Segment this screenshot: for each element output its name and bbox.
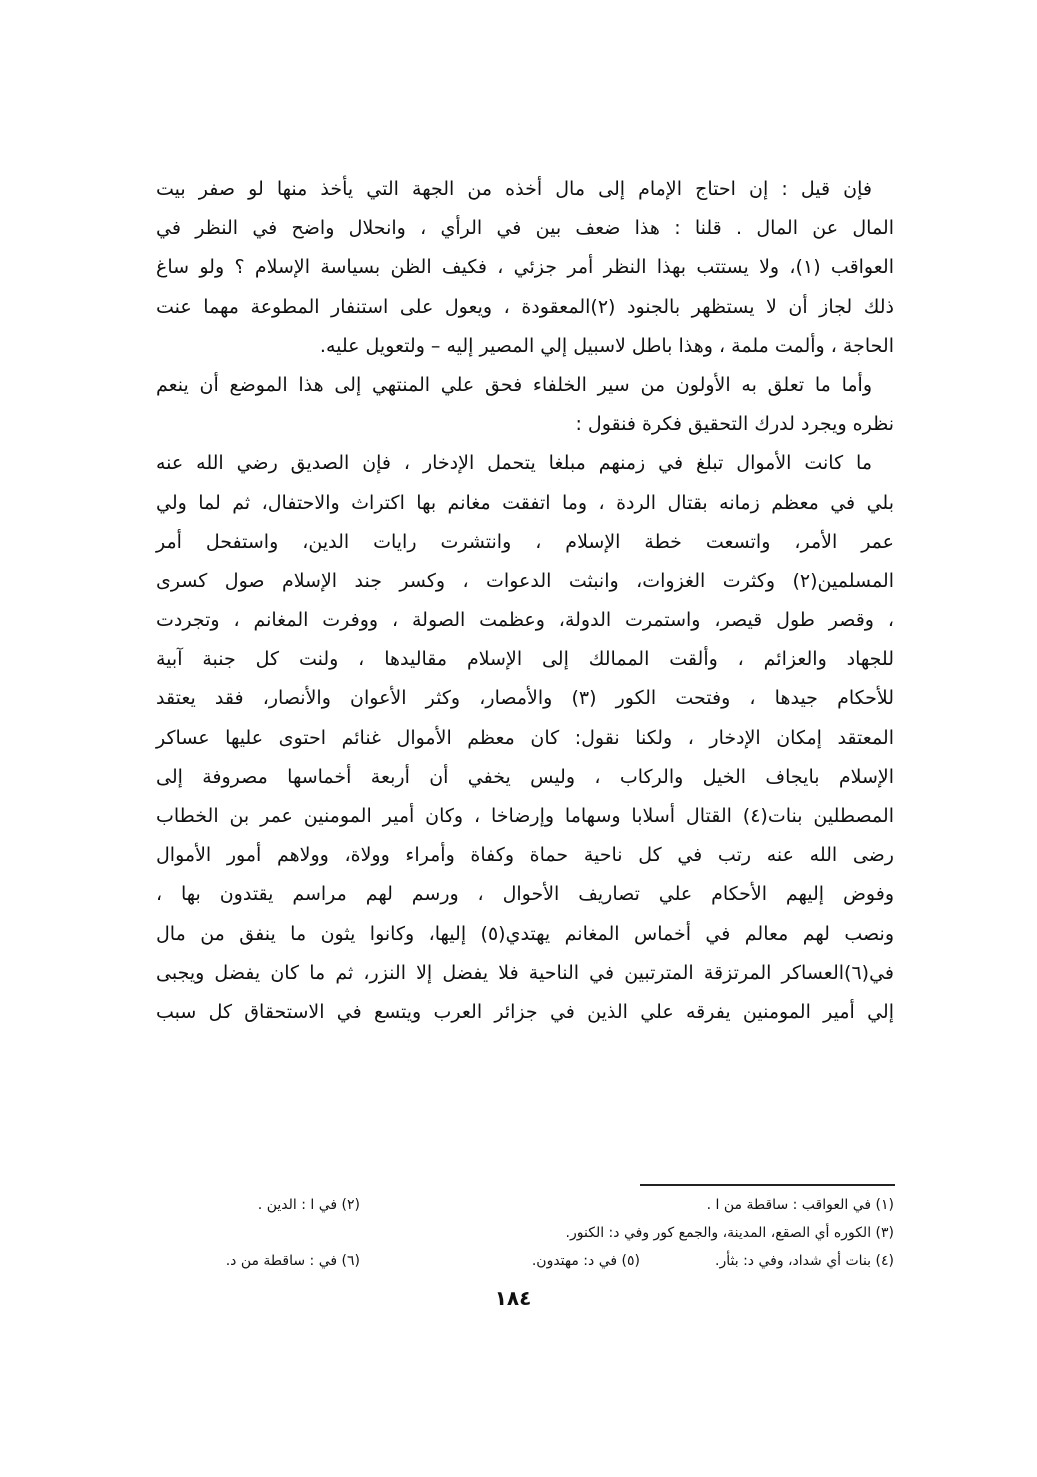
text-line: المعتقد إمكان الإدخار ، ولكنا نقول: كان معظم الأموال غنائم احتوى عليها عساكر bbox=[156, 726, 894, 749]
text-line: للجهاد والعزائم ، وألقت الممالك إلى الإسلام مقاليدها ، ولنت كل جنبة آبية bbox=[156, 648, 894, 671]
text-line: للأحكام جيدها ، وفتحت الكور (٣) والأمصار، وكثر الأعوان والأنصار، فقد يعتقد bbox=[156, 687, 894, 710]
footnote-3: (٣) الكوره أي الصقع، المدينة، والجمع كور وفي د: الكنور. bbox=[565, 1225, 894, 1241]
footnote-2: (٢) في ا : الدين . bbox=[257, 1197, 360, 1213]
text-line: ، وقصر طول قيصر، واستمرت الدولة، وعظمت الصولة ، ووفرت المغانم ، وتجردت bbox=[156, 609, 894, 632]
text-line: ما كانت الأموال تبلغ في زمنهم مبلغا يتحمل الإدخار ، فإن الصديق رضي الله عنه bbox=[156, 452, 872, 475]
text-line: المال عن المال . قلنا : هذا ضعف بين في الرأي ، وانحلال واضح في النظر في bbox=[156, 217, 894, 240]
text-line: العواقب (١)، ولا يستتب بهذا النظر أمر جزئي ، فكيف الظن بسياسة الإسلام ؟ ولو ساغ bbox=[156, 256, 894, 279]
text-line: ونصب لهم معالم في أخماس المغانم يهتدي(٥) إليها، وكانوا يثون ما ينفق من مال bbox=[156, 922, 894, 945]
text-line: ذلك لجاز أن لا يستظهر بالجنود (٢)المعقودة ، ويعول على استنفار المطوعة مهما عنت bbox=[156, 295, 895, 318]
body-text bbox=[156, 170, 894, 1032]
text-line: وفوض إليهم الأحكام علي تصاريف الأحوال ، ورسم لهم مراسم يقتدون بها ، bbox=[156, 883, 894, 906]
footnote-separator bbox=[640, 1184, 895, 1186]
footnote-1: (١) في العواقب : ساقطة من ا . bbox=[706, 1197, 894, 1213]
text-line: في(٦)العساكر المرتزقة المترتبين في الناحية فلا يفضل إلا النزر، ثم ما كان يفضل ويجبى bbox=[156, 961, 894, 984]
footnote-4: (٤) بنات أي شداد، وفي د: بثأر. bbox=[715, 1253, 894, 1269]
text-line: وأما ما تعلق به الأولون من سير الخلفاء فحق علي المنتهي إلى هذا الموضع أن ينعم bbox=[156, 373, 872, 396]
text-line: إلي أمير المومنين يفرقه علي الذين في جزائر العرب ويتسع في الاستحقاق كل سبب bbox=[156, 1000, 894, 1023]
footnote-6: (٦) في : ساقطة من د. bbox=[225, 1253, 360, 1269]
text-line: بلي في معظم زمانه بقتال الردة ، وما اتفقت مغانم بها اكتراث والاحتفال، ثم لما ولي bbox=[156, 491, 894, 514]
footnote-5: (٥) في د: مهتدون. bbox=[531, 1253, 640, 1269]
text-line: الإسلام بايجاف الخيل والركاب ، وليس يخفي أن أربعة أخماسها مصروفة إلى bbox=[156, 765, 894, 788]
text-line: رضى الله عنه رتب في كل ناحية حماة وكفاة وأمراء وولاة، وولاهم أمور الأموال bbox=[156, 844, 894, 867]
text-line: نظره ويجرد لدرك التحقيق فكرة فنقول : bbox=[575, 413, 894, 436]
text-line: عمر الأمر، واتسعت خطة الإسلام ، وانتشرت رايات الدين، واستفحل أمر bbox=[156, 530, 894, 553]
text-line: المصطلين بنات(٤) القتال أسلابا وسهاما وإرضاخا ، وكان أمير المومنين عمر بن الخطاب bbox=[156, 805, 894, 827]
text-line: فإن قيل : إن احتاج الإمام إلى مال أخذه من الجهة التي يأخذ منها لو صفر بيت bbox=[156, 178, 872, 200]
text-line: الحاجة ، وألمت ملمة ، وهذا باطل لاسبيل إلي المصير إليه – ولتعويل عليه. bbox=[319, 334, 894, 357]
page-number: ١٨٤ bbox=[494, 1286, 532, 1310]
text-line: المسلمين(٢) وكثرت الغزوات، وانبثت الدعوات ، وكسر جند الإسلام صول كسرى bbox=[156, 569, 894, 592]
